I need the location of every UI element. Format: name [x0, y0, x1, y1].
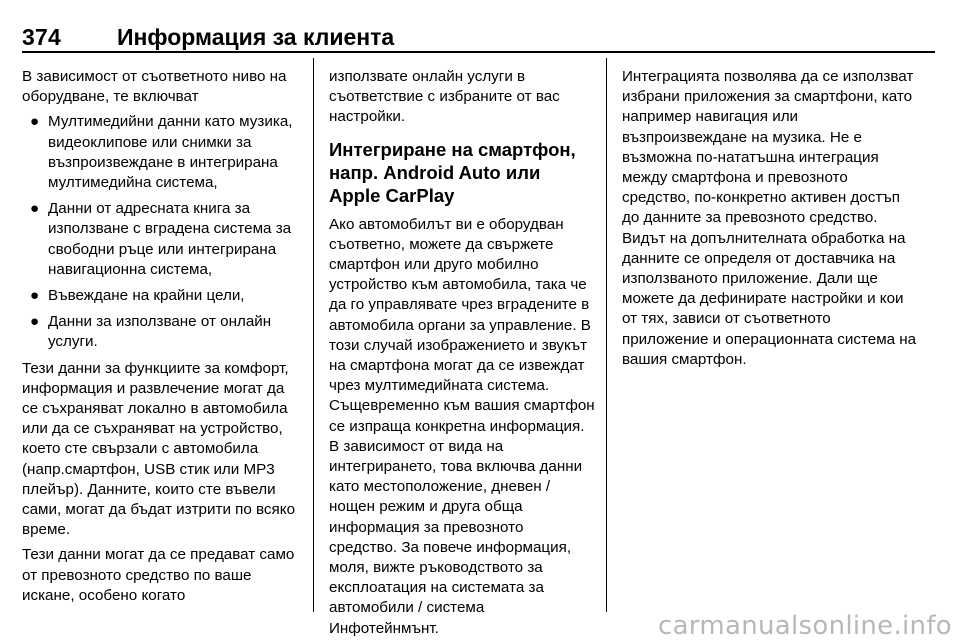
header-rule [22, 51, 935, 53]
list-item-text: Данни за използване от онлайн услуги. [48, 313, 272, 351]
column-2 [329, 67, 595, 644]
list-item [22, 112, 304, 193]
data-bullet-list [22, 112, 304, 352]
list-item [22, 312, 304, 352]
list-item-text: Мултимедийни данни като музика, видеоклипове или снимки за възпроизвеждане в интегрирана мултимедийна система, [48, 113, 293, 192]
section-heading: Интегриране на смартфон, напр. Android Auto или Apple CarPlay [329, 138, 576, 206]
list-item-text: Данни от адресната книга за използване с вградена система за свободни ръце или интегрирана навигационна система, [48, 200, 292, 278]
smartphone-paragraph: Ако автомобилът ви е оборудван съответно, можете да свържете смартфон или друго мобилно устройство към автомобила, така че да го управлявате чрез вградените в автомобила органи за управление. В този случай изображението и звукът на смартфона могат да се извеждат чрез мултимедийната система. Същевременно към вашия смартфон се изпраща конкретна информация. В зависимост от вида на интегрирането, това включва данни като местоположение, дневен / нощен режим и друга обща информация за превозното средство. За повече информация, моля, вижте ръководството за експлоатация на системата за автомобили / система Инфотейнмънт. [329, 215, 595, 637]
storage-paragraph: Тези данни за функциите за комфорт, информация и развлечение могат да се съхраняват локално в автомобила или да се съхраняват на устройство, което сте свързали с автомобила (напр.смартфон, USB стик или MP3 плейър). Данните, които сте въвели сами, могат да бъдат изтрити по всяко време. [22, 359, 296, 539]
page-title: Информация за клиента [117, 24, 395, 50]
page-header [22, 24, 934, 52]
list-item-text: Въвеждане на крайни цели, [48, 287, 245, 305]
column-1 [22, 67, 304, 611]
continuation-paragraph: използвате онлайн услуги в съответствие с избраните от вас настройки. [329, 68, 560, 126]
list-item [22, 199, 304, 280]
list-item [22, 286, 304, 306]
transfer-paragraph: Тези данни могат да се предават само от превозното средство по ваше искане, особено когато [22, 546, 295, 604]
bullet-icon: ● [30, 313, 40, 331]
bullet-icon: ● [30, 113, 40, 131]
bullet-icon: ● [30, 287, 40, 305]
intro-paragraph: В зависимост от съответното ниво на оборудване, те включват [22, 68, 287, 106]
page-number: 374 [22, 24, 61, 50]
column-divider [606, 58, 607, 612]
column-3 [622, 67, 918, 375]
integration-paragraph: Интеграцията позволява да се използват избрани приложения за смартфони, като например навигация или възпроизвеждане на музика. Не е възможна по-нататъшна интеграция между смартфона и превозното средство, по-конкретно активен достъп до данните за превозното средство. Видът на допълнителната обработка на данните се определя от доставчика на използваното приложение. Дали ще можете да дефинирате настройки и кои от тях, зависи от съответното приложение и операционната система на вашия смартфон. [622, 68, 917, 368]
watermark: carmanualsonline.info [657, 611, 952, 641]
column-divider [313, 58, 314, 612]
bullet-icon: ● [30, 200, 40, 218]
